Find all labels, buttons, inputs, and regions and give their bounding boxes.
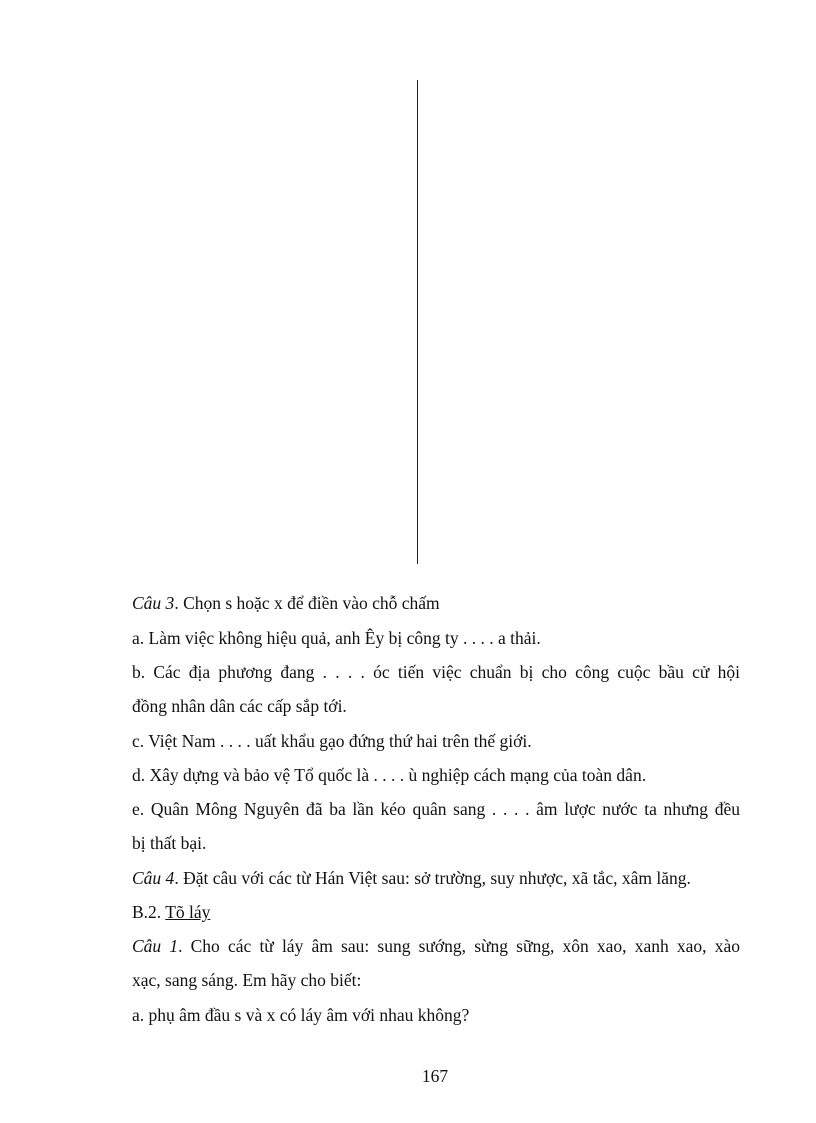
question-1-label: Câu 1 (132, 936, 179, 956)
question-3-item-b-line2: đồng nhân dân các cấp sắp tới. (132, 696, 347, 716)
question-3-heading (132, 592, 740, 614)
question-3-item-d: d. Xây dựng và bảo vệ Tổ quốc là . . . . ù nghiệp cách mạng của toàn dân. (132, 765, 647, 785)
question-3-item-a: a. Làm việc không hiệu quả, anh Êy bị công ty . . . . a thải. (132, 628, 541, 648)
question-3-item-b-line1: b. Các địa phương đang . . . . óc tiến việc chuẩn bị cho công cuộc bầu cử hội (132, 662, 740, 682)
vertical-divider-line (417, 80, 418, 564)
question-4-label: Câu 4 (132, 868, 175, 888)
page-number: 167 (421, 1066, 449, 1086)
question-3-item-c: c. Việt Nam . . . . uất khẩu gạo đứng thứ hai trên thế giới. (132, 731, 532, 751)
question-1-item-a: a. phụ âm đầu s và x có láy âm với nhau không? (132, 1005, 470, 1025)
question-3-label: Câu 3 (132, 593, 175, 613)
question-1-line1 (132, 935, 740, 957)
question-4 (132, 867, 740, 889)
question-1-text-line1: . Cho các từ láy âm sau: sung sướng, sừng sững, xôn xao, xanh xao, xào (178, 936, 740, 956)
question-3-item-e-line1: e. Quân Mông Nguyên đã ba lần kéo quân sang . . . . âm lược nước ta nhưng đều (132, 799, 740, 819)
question-3-title: . Chọn s hoặc x để điền vào chỗ chấm (174, 593, 440, 613)
question-4-text: . Đặt câu với các từ Hán Việt sau: sở trường, suy nhược, xã tắc, xâm lăng. (174, 868, 691, 888)
section-b2-heading (132, 901, 740, 923)
question-1-line2: xạc, sang sáng. Em hãy cho biết: (132, 970, 362, 990)
section-b2-title: Tõ láy (165, 902, 211, 922)
question-3-item-e-line2: bị thất bại. (132, 833, 207, 853)
section-b2-number: B.2. (132, 902, 166, 922)
